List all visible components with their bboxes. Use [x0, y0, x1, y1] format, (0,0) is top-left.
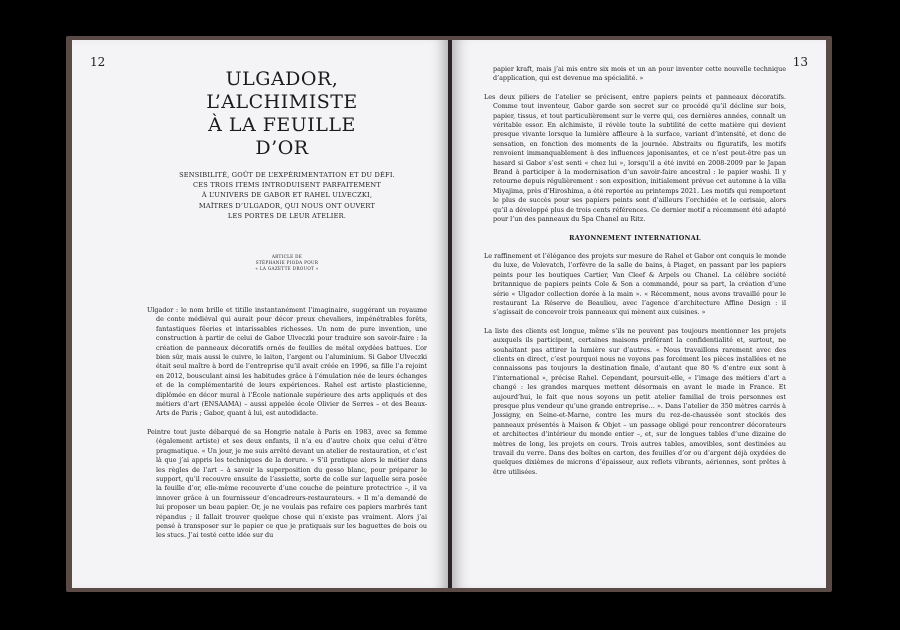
lead-line: SENSIBILITÉ, GOÛT DE L’EXPÉRIMENTATION ET DU DÉFI. [179, 171, 395, 179]
lead-line: LES PORTES DE LEUR ATELIER. [227, 211, 347, 220]
article-lead [152, 170, 422, 221]
right-body-text [484, 65, 786, 486]
body-paragraph: Ulgador : le nom brille et titille instantanément l’imaginaire, suggérant un royaume de conte médiéval qui aurait pour décor preux chevaliers, impénétrables forêts, fantastiques fêeries et intarissables richesses. Un nom de pure invention, une construction à partir de celui de Gabor Ulveczki pour traduire son savoir-faire : la création de panneaux décoratifs ornés de feuilles de métal oxydées battues. L’or bien sûr, mais aussi le cuivre, le laiton, l’argent ou l’aluminium. Si Gabor Ulveczki était seul maître à bord de l’entreprise qu’il avait créée en 1996, sa fille l’a rejoint en 2012, bousculant ainsi les habitudes grâce à l’émulation née de leurs échanges et de la complémentarité de leurs expériences. Rahel est artiste plasticienne, diplômée en décor mural à l’École nationale supérieure des arts appliqués et des métiers d’art (ENSAAMA) – aussi appelée école Olivier de Serres – et des Beaux-Arts de Paris ; Gabor, quant à lui, est autodidacte. [147, 306, 427, 418]
lead-line: MAÎTRES D’ULGADOR, QUI NOUS ONT OUVERT [198, 201, 376, 210]
title-line: ULGADOR, [225, 68, 339, 90]
credit-line: STÉPHANIE PIODA POUR [255, 260, 319, 265]
page-number-right: 13 [792, 55, 808, 69]
body-paragraph: Peintre tout juste débarqué de sa Hongrie natale à Paris en 1983, avec sa femme (également artiste) et ses deux enfants, il n’a eu d’autre choix que celui d’être pragmatique. « Un jour, je me suis arrêté devant un atelier de restauration, et c’est là que j’ai appris les techniques de la dorure. » S’il pratique alors le métier dans les règles de l’art – à savoir la superposition du gesso blanc, pour préparer le support, qu’il recouvre ensuite de l’assiette, sorte de colle sur laquelle sera posée la feuille d’or, elle-même recouverte d’une couche de peinture protectrice –, il va innover grâce à un fournisseur d’encadreurs-restaurateurs. « Il m’a demandé de lui proposer un beau papier. Or, je ne voulais pas refaire ces papiers marbrés tant répandus ; il fallait trouver quelque chose qui n’existe pas vraiment. Alors j’ai pensé à transposer sur le papier ce que je pratiquais sur les baguettes de bois ou les stucs. J’ai testé cette idée sur du [147, 427, 427, 540]
title-line: D’OR [255, 137, 309, 159]
lead-line: À L’UNIVERS DE GABOR ET RAHEL ULVECZKI, [201, 191, 373, 200]
section-heading: RAYONNEMENT INTERNATIONAL [569, 233, 701, 242]
title-line: À LA FEUILLE [208, 114, 356, 136]
article-credit [192, 254, 382, 272]
lead-line: CES TROIS ITEMS INTRODUISENT PARFAITEMENT [193, 181, 381, 190]
credit-line: ARTICLE DE [271, 254, 303, 259]
body-paragraph: papier kraft, mais j’ai mis entre six mois et un an pour inventer cette nouvelle technique d’application, qui est devenue ma spécialité. » [493, 65, 786, 83]
page-number-left: 12 [90, 55, 106, 69]
body-paragraph: Le raffinement et l’élégance des projets sur mesure de Rahel et Gabor ont conquis le monde du luxe, de Volevatch, l’orfèvre de la salle de bains, à Piaget, en passant par les papiers peints pour les boutiques Cartier, Van Cleef & Arpels ou Chanel. La célèbre société britannique de papiers peints Cole & Son a commandé, pour sa part, la création d’une série « Ulgador collection dorée à la main ». « Récemment, nous avons travaillé pour le restaurant La Réserve de Beaulieu, avec l’agence d’architecture Affine Design : il s’agissait de concevoir trois panneaux qui mènent aux cuisines. » [484, 251, 786, 317]
body-paragraph: La liste des clients est longue, même s’ils ne peuvent pas toujours mentionner les projets auxquels ils participent, certaines maisons préférant la confidentialité et, surtout, ne souhaitant pas attirer la lumière sur d’autres. « Nous travaillons rarement avec des clients en direct, c’est pourquoi nous ne voyons pas forcément les pièces installées et ne connaissons pas toujours la destination finale, d’autant que 80 % d’entre eux sont à l’international », précise Rahel. Cependant, poursuit-elle, « l’image des métiers d’art a changé : les grandes marques mettent désormais en avant le made in France. Et aujourd’hui, le fait que nous soyons un petit atelier familial de trois personnes est presque plus vendeur qu’une grande entreprise… ». Dans l’atelier de 350 mètres carrés à Jossigny, en Seine-et-Marne, contre les murs du rez-de-chaussée sont stockés des panneaux présentés à Maison & Objet – un passage obligé pour rencontrer décorateurs et architectes d’intérieur du monde entier –, et, sur de longues tables d’une dizaine de mètres de long, les projets en cours. Trois autres tables, amovibles, sont destinées au travail du verre. Dans des boîtes en carton, des feuilles d’or ou d’argent déjà oxydées de quelques dixièmes de microns d’épaisseur, aux reflets vibrants, aériennes, sont prêtes à être utilisées. [484, 326, 786, 476]
left-page [72, 40, 449, 588]
right-page [452, 40, 826, 588]
left-body-text [147, 306, 427, 550]
credit-line: « LA GAZETTE DROUOT » [255, 266, 319, 271]
article-title [132, 68, 432, 160]
title-line: L’ALCHIMISTE [206, 91, 358, 113]
body-paragraph: Les deux piliers de l’atelier se précisent, entre papiers peints et panneaux décoratifs. Comme tout inventeur, Gabor garde son secret sur ce procédé qu’il décline sur bois, papier, tissus, et tout particulièrement sur le verre qui, ces dernières années, connaît un véritable essor. En alchimiste, il révèle toute la subtilité de cette matière qui devient presque vivante lorsque la lumière affleure à la surface, variant d’intensité, et donc de sensation, en fonction des moments de la journée. Abstraits ou figuratifs, les motifs renvoient immanquablement à des influences japonisantes, et ce n’est peut-être pas un hasard si Gabor s’est senti « chez lui », lorsqu’il a été invité en 2008-2009 par le Japan Brand à participer à la modernisation d’un savoir-faire ancestral : le papier washi. Il y retourne depuis régulièrement : son exposition, initialement prévue cet automne à la villa Miyajima, près d’Hiroshima, a été reportée au printemps 2021. Les motifs qui remportent le plus de succès pour ses papiers peints sont d’ailleurs l’orchidée et le cerisaie, alors qu’il a développé plus de trois cents références. Ce dernier motif a récemment été adapté pour l’un des panneaux du Spa Chanel au Ritz. [484, 92, 786, 224]
